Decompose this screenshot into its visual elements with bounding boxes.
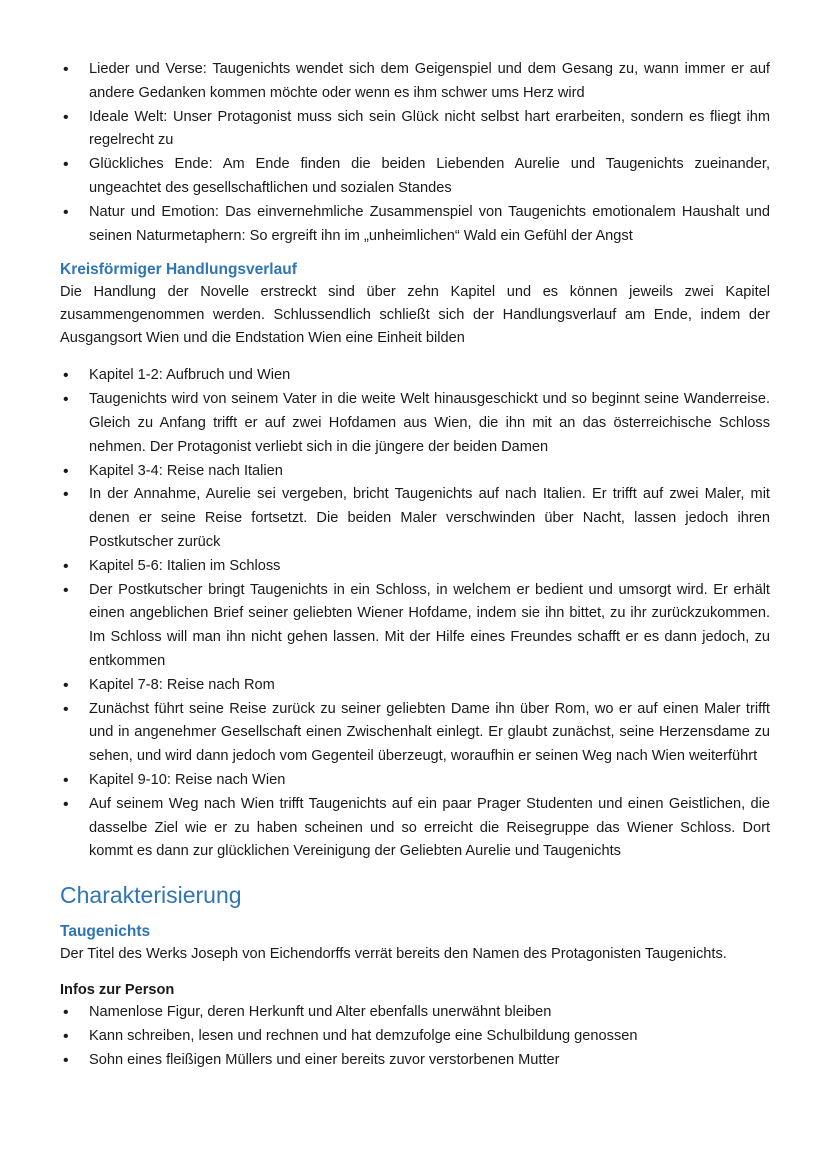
- list-item: • Kapitel 9-10: Reise nach Wien: [60, 769, 770, 793]
- list-item: • Zunächst führt seine Reise zurück zu seiner geliebten Dame ihn über Rom, wo er auf einen Maler trifft und in angenehmer Gesellschaft einen Zwischenhalt einlegt. Er glaubt zunächst, seine Herzensdame zu sehen, und wird dann jedoch vom Gegenteil überzeugt, woraufhin er seinen Weg nach Wien weiterführt: [60, 698, 770, 769]
- list-item: • Lieder und Verse: Taugenichts wendet sich dem Geigenspiel und dem Gesang zu, wann immer er auf andere Gedanken kommen möchte oder wenn es ihm schwer ums Herz wird: [60, 58, 770, 106]
- document-page: [60, 58, 770, 1073]
- list-item: • Kann schreiben, lesen und rechnen und hat demzufolge eine Schulbildung genossen: [60, 1025, 770, 1049]
- plot-bullet-list: [60, 364, 770, 864]
- subheading-taugenichts: Taugenichts: [60, 923, 151, 941]
- list-item: • Kapitel 1-2: Aufbruch und Wien: [60, 364, 770, 388]
- list-item: • Kapitel 3-4: Reise nach Italien: [60, 460, 770, 484]
- list-item: • Kapitel 7-8: Reise nach Rom: [60, 674, 770, 698]
- list-item: • Kapitel 5-6: Italien im Schloss: [60, 555, 770, 579]
- list-item: • Der Postkutscher bringt Taugenichts in ein Schloss, in welchem er bedient und umsorgt wird. Er erhält einen angeblichen Brief seiner geliebten Wiener Hofdame, indem sie ihn bittet, zu ihr zurückzukommen. Im Schloss will man ihn nicht gehen lassen. Mit der Hilfe eines Freundes schafft er es dann jedoch, zu entkommen: [60, 579, 770, 674]
- person-bullet-list: [60, 1001, 770, 1072]
- list-item: • Auf seinem Weg nach Wien trifft Taugenichts auf ein paar Prager Studenten und einen Geistlichen, die dasselbe Ziel wie er zu haben scheinen und so erreicht die Reisegruppe das Wiener Schloss. Dort kommt es dann zur glücklichen Vereinigung der Geliebten Aurelie und Taugenichts: [60, 793, 770, 864]
- plot-intro-paragraph: Die Handlung der Novelle erstreckt sind über zehn Kapitel und es können jeweils zwei Kapitel zusammengenommen werden. Schlussendlich schließt sich der Handlungsverlauf am Ende, indem der Ausgangsort Wien und die Endstation Wien eine Einheit bilden: [60, 284, 770, 347]
- list-item: • Ideale Welt: Unser Protagonist muss sich sein Glück nicht selbst hart erarbeiten, sondern es fliegt ihm regelrecht zu: [60, 106, 770, 154]
- section-heading-characterization: Charakterisierung: [60, 882, 242, 909]
- list-item: • In der Annahme, Aurelie sei vergeben, bricht Taugenichts auf nach Italien. Er trifft auf zwei Maler, mit denen er seine Reise fortsetzt. Die beiden Maler verschwinden über Nacht, lassen jedoch ihren Postkutscher zurück: [60, 483, 770, 554]
- list-item: • Glückliches Ende: Am Ende finden die beiden Liebenden Aurelie und Taugenichts zueinander, ungeachtet des gesellschaftlichen und sozialen Standes: [60, 153, 770, 201]
- section-heading-plot: Kreisförmiger Handlungsverlauf: [60, 261, 297, 279]
- list-item: • Taugenichts wird von seinem Vater in die weite Welt hinausgeschickt und so beginnt seine Wanderreise. Gleich zu Anfang trifft er auf zwei Hofdamen aus Wien, die ihn mit an das österreichische Schloss nehmen. Der Protagonist verliebt sich in die jüngere der beiden Damen: [60, 388, 770, 459]
- list-item: • Natur und Emotion: Das einvernehmliche Zusammenspiel von Taugenichts emotionalem Haushalt und seinen Naturmetaphern: So ergreift ihn im „unheimlichen“ Wald ein Gefühl der Angst: [60, 201, 770, 249]
- top-bullet-list: [60, 58, 770, 248]
- list-item: • Sohn eines fleißigen Müllers und einer bereits zuvor verstorbenen Mutter: [60, 1049, 770, 1073]
- char-intro-paragraph: Der Titel des Werks Joseph von Eichendorffs verrät bereits den Namen des Protagonisten Taugenichts.: [60, 946, 727, 963]
- list-item: • Namenlose Figur, deren Herkunft und Alter ebenfalls unerwähnt bleiben: [60, 1001, 770, 1025]
- person-info-label: Infos zur Person: [60, 982, 175, 999]
